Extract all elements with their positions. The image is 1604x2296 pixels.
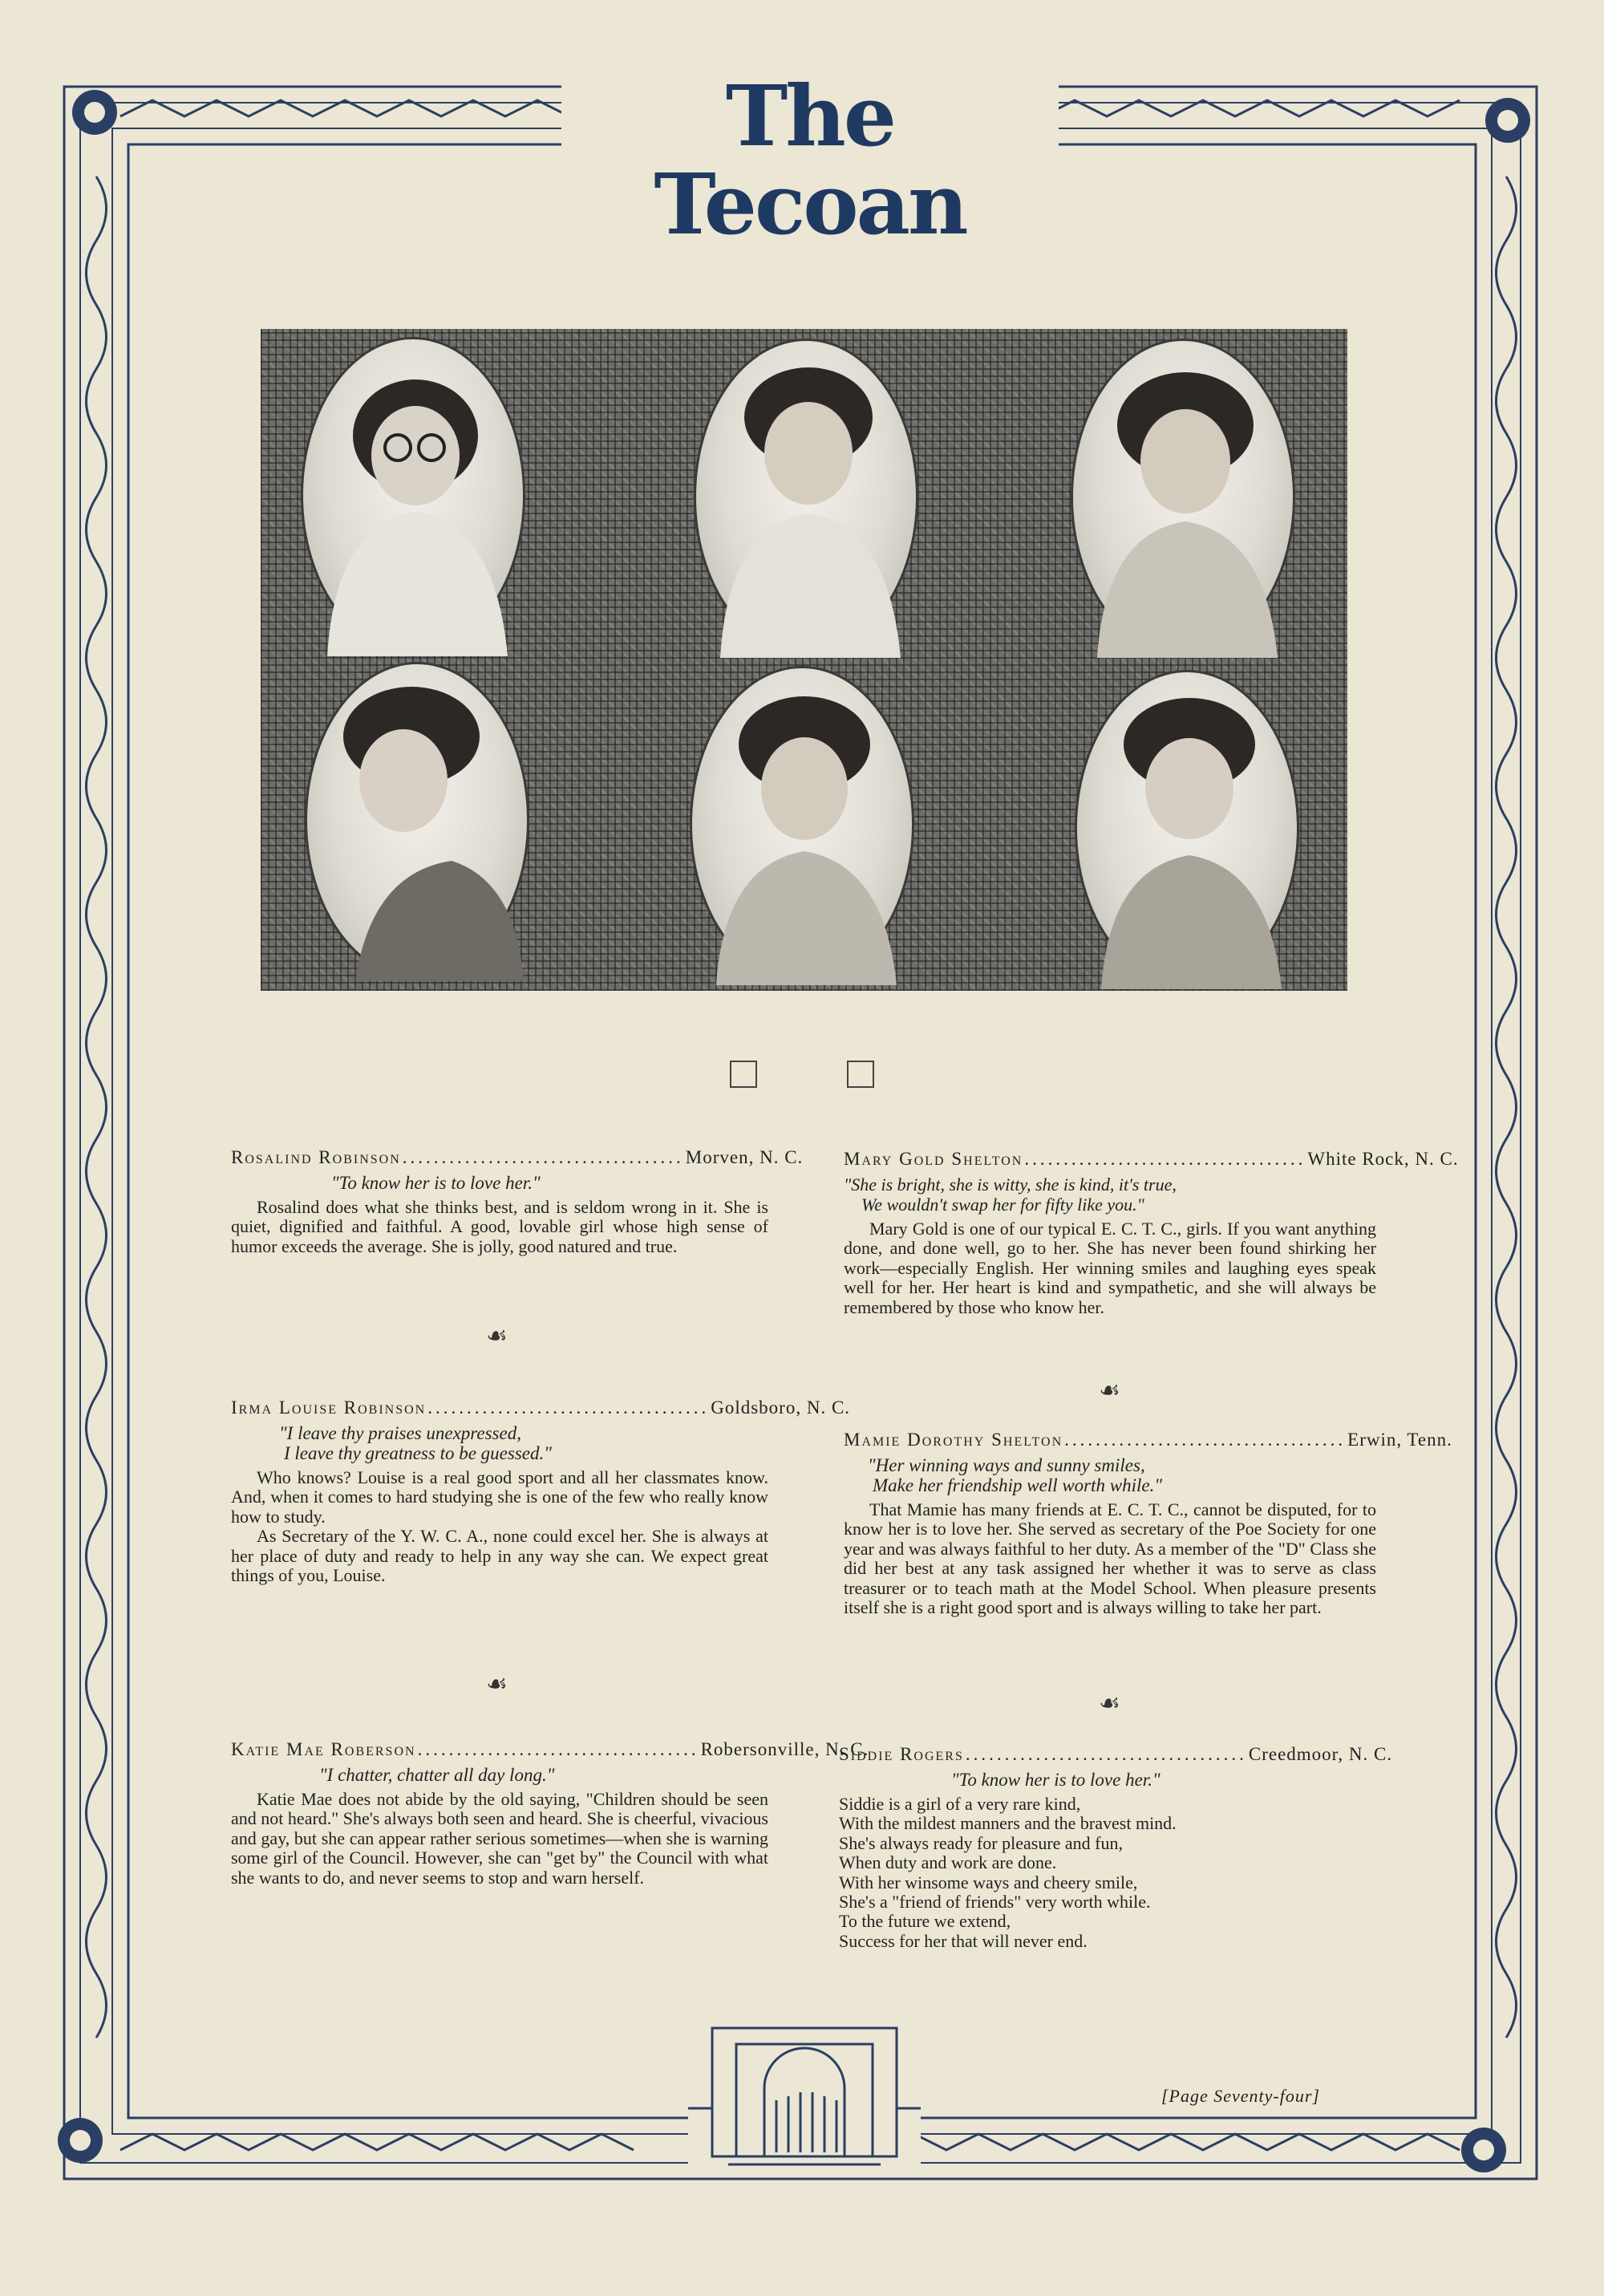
leader-dots: .................................... (965, 1744, 1247, 1764)
fleuron-ornament: ☙ (1099, 1377, 1120, 1404)
square-ornament (847, 1061, 874, 1088)
portrait-photo (1075, 670, 1299, 987)
leader-dots: .................................... (427, 1397, 710, 1418)
student-quote: "I leave thy praises unexpressed, I leave thy greatness to be guessed." (279, 1423, 552, 1463)
student-entry (231, 1397, 851, 1586)
student-entry (839, 1744, 1393, 1951)
hometown: Goldsboro, N. C. (711, 1397, 851, 1418)
student-poem: Siddie is a girl of a very rare kind, With the mildest manners and the bravest mind. She's always ready for pleasure and fun, When duty and work are done. With her winsome ways and cheery smile, She's a "friend of friends" very worth while. To the future we extend, Success for her that will never end. (839, 1794, 1177, 1951)
student-entry (231, 1739, 869, 1888)
student-name: Katie Mae Roberson (231, 1739, 416, 1759)
hometown: Erwin, Tenn. (1347, 1430, 1452, 1450)
portrait-photo (305, 662, 529, 979)
hometown: Robersonville, N. C. (700, 1739, 869, 1759)
student-name: Mamie Dorothy Shelton (844, 1430, 1063, 1450)
leader-dots: .................................... (1024, 1149, 1306, 1169)
student-description: That Mamie has many friends at E. C. T. C., cannot be disputed, for to know her is to love her. She served as secretary of the Poe Society for one year and was always faithful to her duty. As a member of the "D" Class she did her best at any task assigned her whether it was to serve as class treasurer or to teach math at the Model School. When pleasure presents itself she is a right good sport and is always willing to take her part. (844, 1499, 1376, 1618)
photo-panel (261, 329, 1347, 991)
student-description: Who knows? Louise is a real good sport and all her classmates know. And, when it comes to hard studying she is one of the few who really know how to study. As Secretary of the Y. W. C. A., none could excel her. She is always at her place of duty and ready to help in any way she can. We expect great things of you, Louise. (231, 1467, 768, 1586)
fleuron-ornament: ☙ (1099, 1690, 1120, 1717)
entry-heading (844, 1430, 1452, 1450)
student-quote: "She is bright, she is witty, she is kind, it's true, We wouldn't swap her for fifty like you." (844, 1174, 1177, 1215)
page-number: [Page Seventy-four] (1161, 2086, 1320, 2106)
hometown: Creedmoor, N. C. (1248, 1744, 1393, 1764)
portrait-photo (694, 339, 918, 655)
entry-heading (839, 1744, 1393, 1765)
square-ornament (730, 1061, 757, 1088)
student-quote: "Her winning ways and sunny smiles, Make her friendship well worth while." (868, 1455, 1163, 1495)
entry-heading (231, 1397, 851, 1418)
portrait-photo (690, 666, 914, 983)
entry-heading (844, 1149, 1459, 1170)
portrait-photo (301, 337, 525, 654)
student-quote: "I chatter, chatter all day long." (319, 1765, 555, 1785)
student-entry (844, 1430, 1452, 1618)
student-entry (231, 1147, 804, 1256)
entry-heading (231, 1147, 804, 1168)
student-description: Katie Mae does not abide by the old saying, "Children should be seen and not heard." She's always both seen and heard. She is cheerful, vivacious and gay, but she can appear rather serious sometimes—when she is warning some girl of the Council. However, she can "get by" the Council with what she wants to do, and never seems to stop and warn herself. (231, 1789, 768, 1888)
hometown: White Rock, N. C. (1307, 1149, 1459, 1169)
student-entry (844, 1149, 1459, 1317)
fleuron-ornament: ☙ (486, 1671, 508, 1698)
student-name: Mary Gold Shelton (844, 1149, 1023, 1169)
page-title: The Tecoan (561, 72, 1059, 160)
building-vignette (688, 2012, 921, 2172)
student-name: Irma Louise Robinson (231, 1397, 427, 1418)
student-description: Rosalind does what she thinks best, and is seldom wrong in it. She is quiet, dignified and faithful. A good, lovable girl whose high sense of humor exceeds the average. She is jolly, good natured and true. (231, 1197, 768, 1256)
student-quote: "To know her is to love her." (331, 1173, 541, 1193)
fleuron-ornament: ☙ (486, 1323, 508, 1349)
entry-heading (231, 1739, 869, 1760)
portrait-photo (1071, 339, 1295, 655)
student-name: Siddie Rogers (839, 1744, 964, 1764)
leader-dots: .................................... (417, 1739, 699, 1759)
leader-dots: .................................... (402, 1147, 684, 1167)
leader-dots: .................................... (1064, 1430, 1347, 1450)
student-description: Mary Gold is one of our typical E. C. T. C., girls. If you want anything done, and done well, go to her. She has never been found shirking her work—especially English. Her winning smiles and laughing eyes speak well for her. Her heart is kind and sympathetic, and she will always be remembered by those who know her. (844, 1219, 1376, 1317)
hometown: Morven, N. C. (685, 1147, 804, 1167)
student-name: Rosalind Robinson (231, 1147, 401, 1167)
student-quote: "To know her is to love her." (951, 1770, 1160, 1790)
